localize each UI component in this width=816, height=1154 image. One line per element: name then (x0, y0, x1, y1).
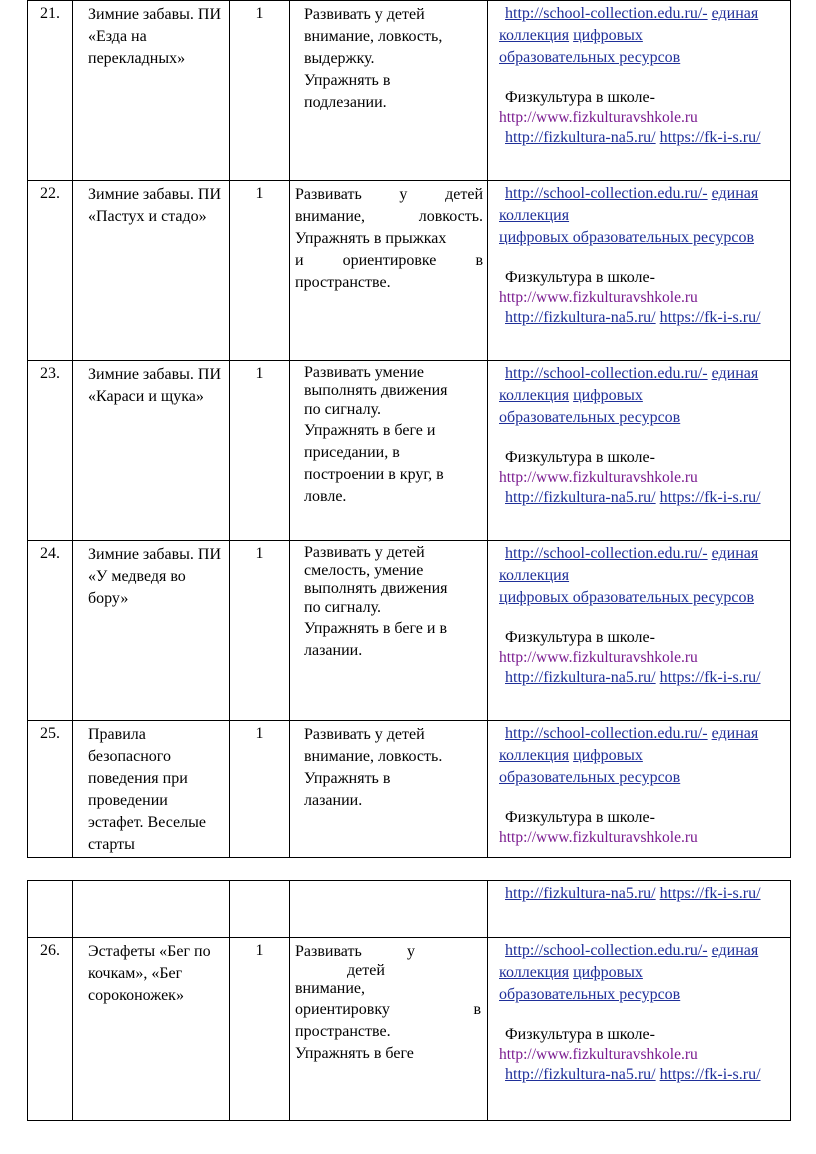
table-row (28, 181, 791, 361)
fizkult-link[interactable]: http://www.fizkulturavshkole.ru (499, 1046, 698, 1063)
fizkult-link[interactable]: http://www.fizkulturavshkole.ru (499, 649, 698, 666)
resource-links: http://school-collection.edu.ru/- единая коллекция цифровых образовательных ресурсов Физкультура в школе- http://www.fizkulturavshkole.ru http://fizkultura-na5.ru/ https://fk-i-s.ru/ (488, 541, 790, 689)
fk-link[interactable]: https://fk-i-s.ru/ (659, 129, 761, 146)
row-number: 21. (40, 5, 60, 22)
fk-link[interactable]: https://fk-i-s.ru/ (659, 1066, 761, 1083)
lesson-goal: Развивать у детей внимание, ловкость. Упражнять в лазании. (304, 726, 443, 809)
table-row (28, 881, 791, 938)
fizkult-label: Физкультура в школе- (505, 809, 655, 826)
lesson-goal: Развивать у детей смелость, умение выполнять движения по сигналу. Упражнять в беге и в лазании. (304, 544, 448, 659)
fk-link[interactable]: https://fk-i-s.ru/ (659, 309, 761, 326)
lesson-table-1 (27, 0, 791, 858)
lesson-goal: Развивать у детей внимание, ориентировку в пространстве. Упражнять в беге (295, 943, 481, 1062)
lesson-goal: Развивать умение выполнять движения по сигналу. Упражнять в беге и приседании, в построении в круг, в ловле. (304, 364, 448, 505)
na5-link[interactable]: http://fizkultura-na5.ru/ (505, 669, 656, 686)
na5-link[interactable]: http://fizkultura-na5.ru/ (505, 1066, 656, 1083)
lesson-hours: 1 (255, 5, 264, 22)
resource-links: http://school-collection.edu.ru/- единая коллекция цифровых образовательных ресурсов Физкультура в школе- http://www.fizkulturavshkole.ru http://fizkultura-na5.ru/ https://fk-i-s.ru/ (488, 938, 790, 1086)
na5-link[interactable]: http://fizkultura-na5.ru/ (505, 885, 656, 902)
na5-link[interactable]: http://fizkultura-na5.ru/ (505, 309, 656, 326)
fk-link[interactable]: https://fk-i-s.ru/ (659, 885, 761, 902)
row-number: 25. (40, 725, 60, 742)
fizkult-label: Физкультура в школе- (505, 629, 655, 646)
fizkult-link[interactable]: http://www.fizkulturavshkole.ru (499, 469, 698, 486)
fizkult-link[interactable]: http://www.fizkulturavshkole.ru (499, 829, 698, 846)
table-row (28, 938, 791, 1121)
table-row (28, 721, 791, 858)
lesson-hours: 1 (255, 365, 264, 382)
lesson-title: Зимние забавы. ПИ «Езда на перекладных» (88, 6, 222, 67)
collection-link[interactable]: http://school-collection.edu.ru/- (505, 942, 708, 959)
resource-links: http://school-collection.edu.ru/- единая коллекция цифровых образовательных ресурсов Физкультура в школе- http://www.fizkulturavshkole.ru (488, 721, 790, 847)
lesson-goal: Развивать у детей внимание, ловкость, выдержку. Упражнять в подлезании. (304, 6, 443, 111)
row-number: 24. (40, 545, 60, 562)
table-row (28, 361, 791, 541)
row-number: 22. (40, 185, 60, 202)
lesson-hours: 1 (255, 942, 264, 959)
collection-link[interactable]: http://school-collection.edu.ru/- (505, 545, 708, 562)
collection-link[interactable]: http://school-collection.edu.ru/- (505, 725, 708, 742)
fizkult-label: Физкультура в школе- (505, 449, 655, 466)
lesson-hours: 1 (255, 185, 264, 202)
row-number: 23. (40, 365, 60, 382)
table-row (28, 541, 791, 721)
lesson-title: Правила безопасного поведения при проведении эстафет. Веселые старты (88, 726, 206, 853)
lesson-table-2 (27, 880, 791, 1121)
na5-link[interactable]: http://fizkultura-na5.ru/ (505, 129, 656, 146)
fizkult-link[interactable]: http://www.fizkulturavshkole.ru (499, 289, 698, 306)
lesson-hours: 1 (255, 545, 264, 562)
na5-link[interactable]: http://fizkultura-na5.ru/ (505, 489, 656, 506)
collection-link[interactable]: http://school-collection.edu.ru/- (505, 5, 708, 22)
fk-link[interactable]: https://fk-i-s.ru/ (659, 489, 761, 506)
collection-link[interactable]: http://school-collection.edu.ru/- (505, 185, 708, 202)
resource-links: http://school-collection.edu.ru/- единая коллекция цифровых образовательных ресурсов Физкультура в школе- http://www.fizkulturavshkole.ru http://fizkultura-na5.ru/ https://fk-i-s.ru/ (488, 1, 790, 149)
lesson-title: Зимние забавы. ПИ «Пастух и стадо» (88, 186, 222, 225)
resource-links (488, 881, 790, 905)
resource-links: http://school-collection.edu.ru/- единая коллекция цифровых образовательных ресурсов Физкультура в школе- http://www.fizkulturavshkole.ru http://fizkultura-na5.ru/ https://fk-i-s.ru/ (488, 361, 790, 509)
lesson-title: Зимние забавы. ПИ «Караси и щука» (88, 366, 222, 405)
fizkult-label: Физкультура в школе- (505, 269, 655, 286)
lesson-title: Зимние забавы. ПИ «У медведя во бору» (88, 546, 222, 607)
collection-link[interactable]: http://school-collection.edu.ru/- (505, 365, 708, 382)
row-number: 26. (40, 942, 60, 959)
table-row (28, 1, 791, 181)
lesson-hours: 1 (255, 725, 264, 742)
fizkult-label: Физкультура в школе- (505, 1026, 655, 1043)
fizkult-link[interactable]: http://www.fizkulturavshkole.ru (499, 109, 698, 126)
lesson-goal: Развивать у детей внимание, ловкость. Упражнять в прыжках и ориентировке в пространстве. (295, 186, 483, 291)
lesson-title: Эстафеты «Бег по кочкам», «Бег сороконожек» (88, 943, 211, 1004)
fk-link[interactable]: https://fk-i-s.ru/ (659, 669, 761, 686)
resource-links: http://school-collection.edu.ru/- единая коллекция цифровых образовательных ресурсов Физкультура в школе- http://www.fizkulturavshkole.ru http://fizkultura-na5.ru/ https://fk-i-s.ru/ (488, 181, 790, 329)
fizkult-label: Физкультура в школе- (505, 89, 655, 106)
